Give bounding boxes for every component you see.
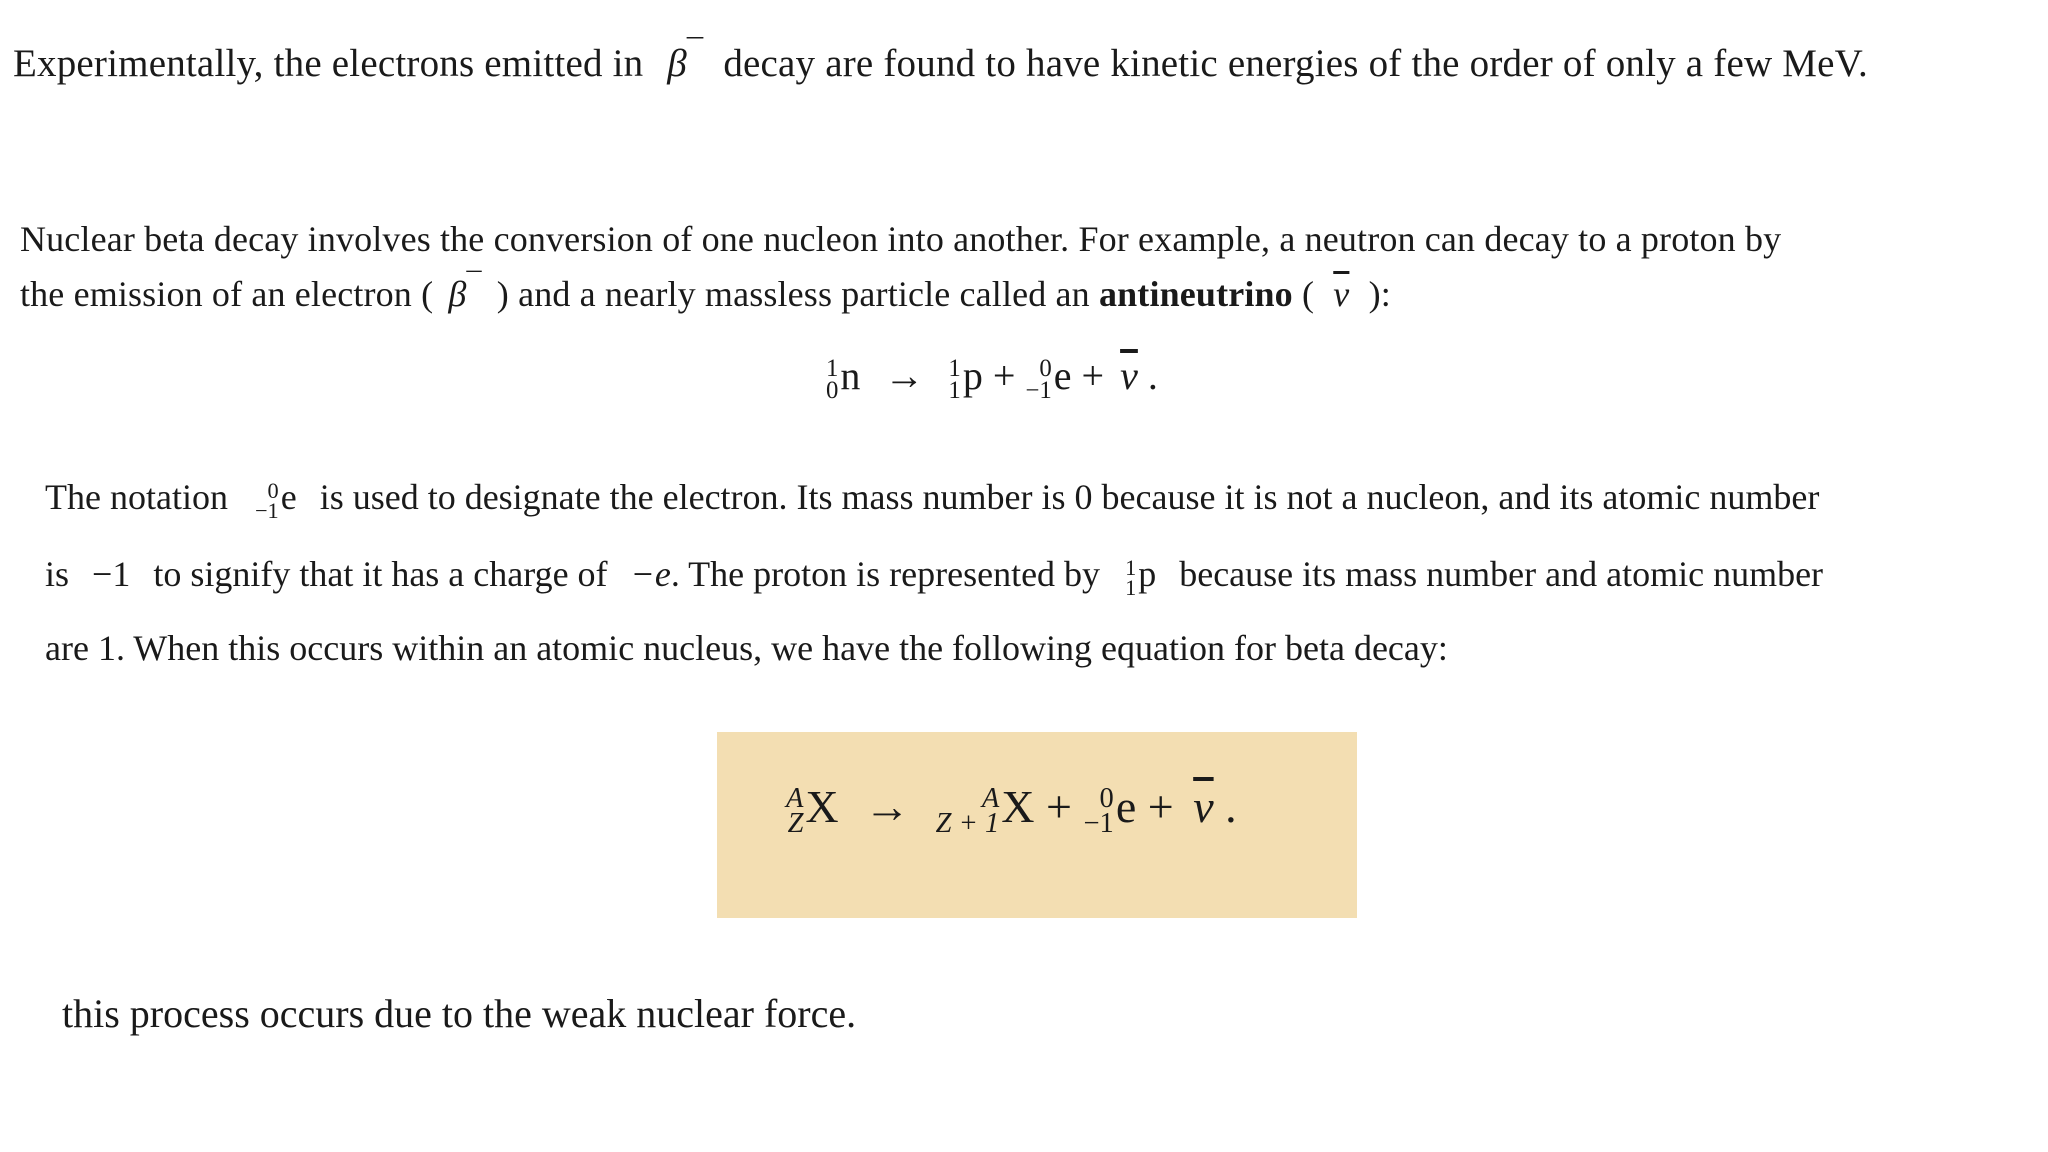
electron-symbol: e [1053, 353, 1072, 398]
neutron-symbol: n [840, 353, 861, 398]
reaction-arrow: → [884, 353, 925, 398]
antineutrino-symbol-eq: $\overline{\nu}$ [1120, 353, 1138, 398]
negative-charge: −e [630, 554, 671, 594]
intro-line-2: the emission of an electron ( β¯ ) and a nearly massless particle called an antineutrino ( $\overline{\nu}$ ): [20, 267, 1391, 314]
notation-line-2: is −1 to signify that it has a charge of −e. The proton is represented by 1 1 p because its mass number and atomic number [45, 554, 1824, 600]
minus-one: −1 [92, 554, 131, 594]
top-text-before: Experimentally, the electrons emitted in [13, 42, 644, 85]
antineutrino-symbol-general: $\overline{\nu}$ [1193, 781, 1214, 832]
beta-decay-equation-box [717, 732, 1357, 918]
electron-symbol-general: e [1115, 781, 1137, 832]
parent-nucleus-symbol: X [805, 781, 839, 832]
daughter-nucleus-symbol: X [1001, 781, 1035, 832]
electron-notation: e [280, 477, 297, 517]
proton-notation: p [1138, 554, 1157, 594]
antineutrino-term: antineutrino [1098, 274, 1293, 314]
neutron-decay-equation: 1 0 n → 1 1 p + 0 −1 $e + \overline{\nu}$ . [826, 353, 1158, 404]
top-sentence [13, 34, 1868, 86]
general-beta-decay-equation: A Z X → A Z + 1 X + 0 −1 $e + \overline{\nu}$ . [786, 781, 1237, 840]
beta-minus-symbol: β¯ [667, 34, 704, 85]
intro-line-1: Nuclear beta decay involves the conversion of one nucleon into another. For example, a neutron can decay to a proton by [20, 219, 1782, 259]
notation-line-1: The notation 0 −1 e is used to designate the electron. Its mass number is 0 because it is not a nucleon, and its atomic number [45, 477, 1820, 523]
antineutrino-symbol: $\overline{\nu}$ [1333, 274, 1350, 314]
beta-minus-symbol-intro: β¯ [448, 267, 482, 314]
proton-symbol: p [962, 353, 983, 398]
top-text-after: decay are found to have kinetic energies of the order of only a few MeV. [723, 42, 1868, 85]
notation-line-3: are 1. When this occurs within an atomic nucleus, we have the following equation for beta decay: [45, 628, 1448, 668]
weak-force-sentence: this process occurs due to the weak nuclear force. [62, 991, 857, 1036]
reaction-arrow-general: → [864, 781, 911, 832]
